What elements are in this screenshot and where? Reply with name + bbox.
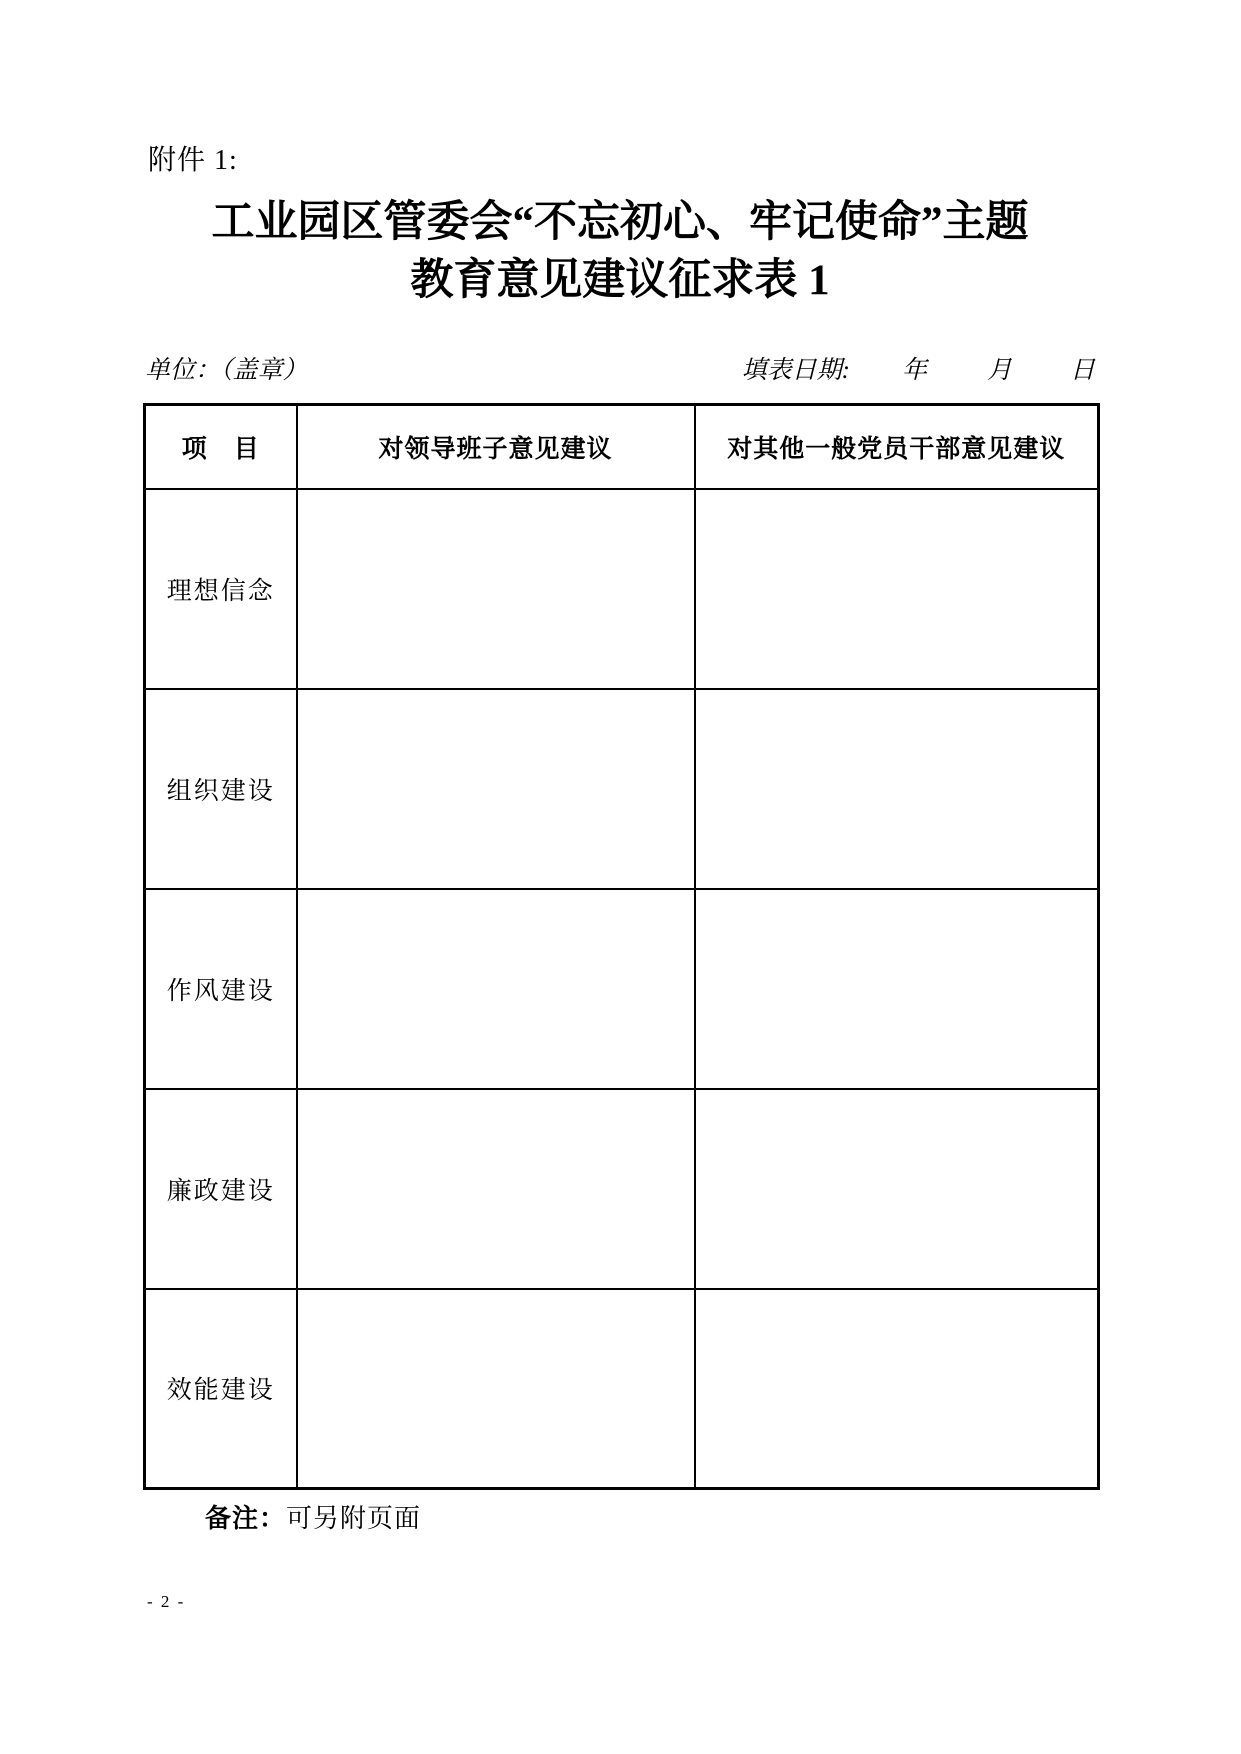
unit-seal-label: 单位：（盖章） — [145, 357, 308, 384]
fill-date-group — [742, 350, 1095, 386]
column-header-leadership-feedback: 对领导班子意见建议 — [297, 405, 695, 489]
leadership-feedback-cell — [297, 689, 695, 889]
table-row — [145, 689, 1099, 889]
table-row — [145, 1089, 1099, 1289]
row-label-organization: 组织建设 — [145, 689, 297, 889]
leadership-feedback-cell — [297, 1289, 695, 1489]
title-line-2: 教育意见建议征求表 1 — [410, 257, 830, 304]
month-label: 月 — [986, 357, 1012, 384]
leadership-feedback-cell — [297, 1089, 695, 1289]
fill-date-label: 填表日期: — [741, 357, 850, 384]
remark-label: 备注： — [205, 1503, 287, 1533]
remark-text: 可另附页面 — [286, 1504, 422, 1533]
attachment-label: 附件 1: — [148, 145, 238, 176]
member-feedback-cell — [695, 689, 1099, 889]
table-row — [145, 889, 1099, 1089]
year-label: 年 — [901, 357, 927, 384]
table-row — [145, 489, 1099, 689]
column-header-item: 项 目 — [145, 405, 297, 489]
row-label-efficiency: 效能建设 — [145, 1289, 297, 1489]
row-label-ideals: 理想信念 — [145, 489, 297, 689]
feedback-table — [143, 403, 1100, 1490]
day-label: 日 — [1069, 357, 1095, 384]
table-header-row — [145, 405, 1099, 489]
member-feedback-cell — [695, 489, 1099, 689]
member-feedback-cell — [695, 1089, 1099, 1289]
remark-note — [205, 1498, 421, 1535]
page-number: - 2 - — [147, 1592, 186, 1611]
row-label-integrity: 廉政建设 — [145, 1089, 297, 1289]
leadership-feedback-cell — [297, 889, 695, 1089]
table-row — [145, 1289, 1099, 1489]
row-label-workstyle: 作风建设 — [145, 889, 297, 1089]
column-header-member-feedback: 对其他一般党员干部意见建议 — [695, 405, 1099, 489]
form-meta-row — [145, 350, 1095, 386]
member-feedback-cell — [695, 1289, 1099, 1489]
member-feedback-cell — [695, 889, 1099, 1089]
page-title — [143, 194, 1097, 310]
title-line-1: 工业园区管委会“不忘初心、牢记使命”主题 — [211, 199, 1029, 246]
leadership-feedback-cell — [297, 489, 695, 689]
